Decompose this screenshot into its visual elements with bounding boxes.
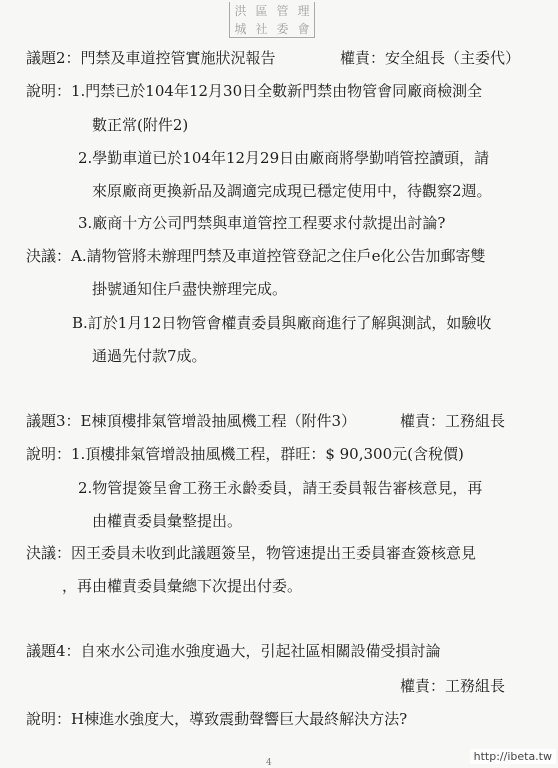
item-3-line: 決議：因王委員未收到此議題簽呈，物管速提出王委員審查簽核意見 [26, 544, 477, 562]
page-number: 4 [266, 758, 272, 768]
seal-char: 區 [255, 4, 268, 19]
item-4-title: 議題4：自來水公司進水強度過大，引起社區相關設備受損討論 [26, 642, 441, 660]
seal-char: 城 [234, 21, 247, 36]
seal-char: 會 [297, 21, 310, 36]
seal-char: 社 [255, 21, 268, 36]
item-2-line: 決議：A.請物管將未辦理門禁及車道控管登記之住戶e化公告加郵寄雙 [26, 247, 486, 265]
item-2-title: 議題2：門禁及車道控管實施狀況報告 [26, 49, 276, 67]
item-3-title: 議題3：E棟頂樓排氣管增設抽風機工程（附件3） [26, 412, 357, 430]
item-4-owner: 權責：工務組長 [400, 677, 506, 695]
seal-char: 理 [297, 4, 310, 19]
official-seal [229, 2, 315, 38]
item-2-line: 數正常(附件2) [92, 116, 189, 134]
seal-char: 委 [276, 21, 289, 36]
item-2-line: 3.廠商十方公司門禁與車道管控工程要求付款提出討論? [78, 214, 446, 232]
item-2-line: 掛號通知住戶盡快辦理完成。 [92, 280, 288, 298]
item-2-owner: 權責：安全組長（主委代） [340, 49, 521, 67]
item-4-line: 說明：H棟進水強度大，導致震動聲響巨大最終解決方法? [26, 710, 408, 728]
item-2-line: B.訂於1月12日物管會權責委員與廠商進行了解與測試，如驗收 [72, 314, 492, 332]
item-2-line: 2.學勤車道已於104年12月29日由廠商將學勤哨管控讀頭，請 [78, 149, 490, 167]
watermark-url: http://ibeta.tw [470, 749, 556, 764]
item-3-line: 2.物管提簽呈會工務王永齡委員，請王委員報告審核意見，再 [78, 479, 483, 497]
item-3-line: 說明：1.頂樓排氣管增設抽風機工程，群旺：$ 90,300元(含稅價) [26, 445, 464, 463]
item-3-line: 由權責委員彙整提出。 [92, 512, 243, 530]
item-3-line: ，再由權責委員彙總下次提出付委。 [62, 577, 303, 595]
item-2-line: 說明：1.門禁已於104年12月30日全數新門禁由物管會同廠商檢測全 [26, 82, 483, 100]
item-3-owner: 權責：工務組長 [400, 412, 506, 430]
seal-char: 洪 [234, 4, 247, 19]
seal-char: 管 [276, 4, 289, 19]
item-2-line: 來原廠商更換新品及調適完成現已穩定使用中，待觀察2週。 [92, 182, 492, 200]
item-2-line: 通過先付款7成。 [92, 347, 207, 365]
